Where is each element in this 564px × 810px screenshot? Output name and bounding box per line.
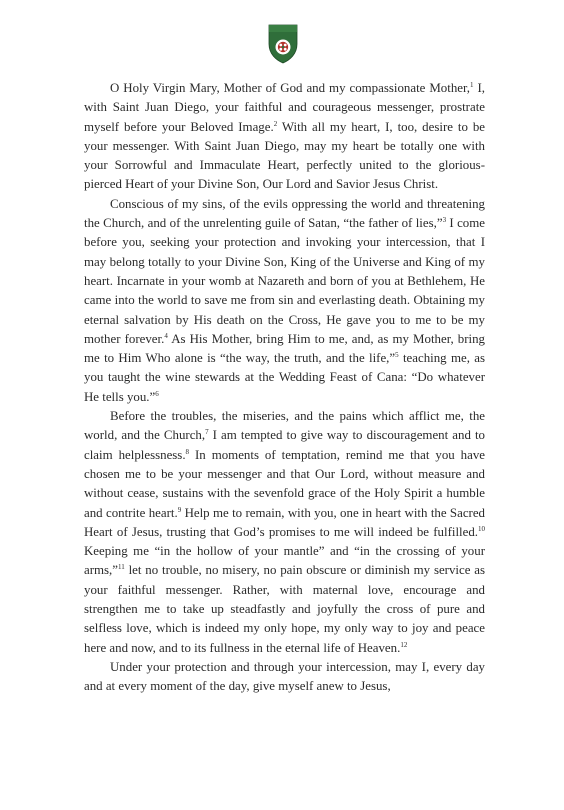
text-run: I am tempted to give way to discouragement and to claim helplessness. [84, 428, 485, 462]
footnote-marker[interactable]: 6 [155, 389, 159, 398]
footnote-marker[interactable]: 10 [478, 524, 485, 533]
text-run: I come before you, seeking your protection and invoking your intercession, that I may belong totally to your Divine Son, King of the Universe and King of my heart. Incarnate in your womb at Nazareth and born of you at Bethlehem, He came into the world to save me from sin and everlasting death. Obtaining my eternal salvation by His death on the Cross, He gave you to me to be my mother forever. [84, 216, 485, 346]
text-run: With all my heart, I, too, desire to be your messenger. With Saint Juan Diego, may my heart be totally one with your Sorrowful and Immaculate Heart, perfectly united to the glorious-pierced Heart of your Divine Son, Our Lord and Savior Jesus Christ. [84, 119, 485, 192]
text-run: Conscious of my sins, of the evils oppressing the world and threatening the Church, and of the unrelenting guile of Satan, “the father of lies,” [84, 196, 485, 231]
footnote-marker[interactable]: 7 [205, 428, 209, 437]
paragraph [84, 658, 485, 697]
footnote-marker[interactable]: 8 [185, 447, 190, 456]
text-run: Help me to remain, with you, one in heart with the Sacred Heart of Jesus, trusting that God’s promises to me will indeed be fulfilled. [84, 505, 485, 539]
text-run: O Holy Virgin Mary, Mother of God and my compassionate Mother, [110, 81, 470, 95]
paragraph [84, 79, 485, 195]
text-run: In moments of temptation, remind me that you have chosen me to be your messenger and that Our Lord, without measure and without cease, sustains with the sevenfold grace of the Holy Spirit a humble and contrite heart. [84, 447, 486, 520]
paragraph [84, 407, 485, 658]
footnote-marker[interactable]: 9 [177, 505, 182, 514]
text-run: let no trouble, no misery, no pain obscure or diminish my service as your faithful messenger. Rather, with maternal love, encourage and strengthen me to take up steadfastly and joyfully the cross of pure and selfless love, which is indeed my only hope, my only way to joy and peace here and now, and to its fullness in the eternal life of Heaven. [84, 563, 485, 655]
text-run: Keeping me “in the hollow of your mantle” and “in the crossing of your arms,” [84, 544, 485, 578]
footnote-marker[interactable]: 1 [470, 81, 474, 89]
footnote-marker[interactable]: 11 [118, 563, 125, 572]
text-run: As His Mother, bring Him to me, and, as my Mother, bring me to Him Who alone is “the way, the truth, and the life,” [84, 331, 485, 366]
footnote-marker[interactable]: 2 [273, 119, 278, 128]
footnote-marker[interactable]: 4 [164, 331, 168, 340]
text-run: Before the troubles, the miseries, and the pains which afflict me, the world, and the Church, [84, 409, 485, 443]
text-run: Under your protection and through your intercession, may I, every day and at every moment of the day, give myself anew to Jesus, [84, 659, 485, 694]
paragraph [84, 195, 485, 407]
text-run: teaching me, as you taught the wine stewards at the Wedding Feast of Cana: “Do whatever He tells you.” [84, 351, 485, 404]
footnote-marker[interactable]: 12 [400, 640, 408, 649]
prayer-text [84, 79, 485, 697]
text-run: I, with Saint Juan Diego, your faithful and courageous messenger, prostrate myself before your Beloved Image. [84, 81, 485, 134]
footnote-marker[interactable]: 5 [395, 351, 399, 360]
heraldic-shield-icon [268, 24, 298, 64]
footnote-marker[interactable]: 3 [442, 216, 447, 225]
